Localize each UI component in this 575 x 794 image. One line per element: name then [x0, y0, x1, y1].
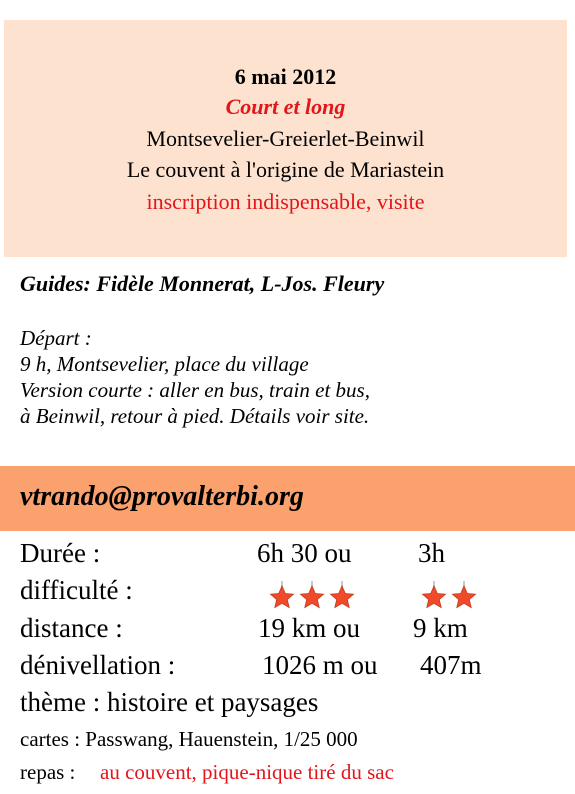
duree-short: 3h [418, 538, 445, 568]
star-icon [420, 581, 448, 611]
event-route: Montsevelier-Greierlet-Beinwil [146, 126, 425, 151]
difficulte-short-stars [420, 581, 478, 613]
star-icon [328, 581, 356, 611]
difficulte-label: difficulté : [20, 575, 133, 605]
denivellation-label: dénivellation : [20, 650, 176, 680]
denivellation-short: 407m [420, 650, 482, 680]
duree-label: Durée : [20, 538, 101, 568]
distance-long: 19 km ou [258, 613, 361, 643]
distance-label: distance : [20, 613, 123, 643]
repas-label: repas : [20, 760, 76, 784]
depart-label: Départ : [20, 326, 92, 350]
depart-block [20, 325, 370, 429]
event-origin: Le couvent à l'origine de Mariastein [126, 157, 445, 182]
denivellation-long: 1026 m ou [262, 650, 378, 680]
event-inscription: inscription indispensable, visite [146, 189, 425, 214]
event-date: 6 mai 2012 [234, 64, 337, 89]
star-icon [268, 581, 296, 611]
difficulte-long-stars [268, 581, 356, 613]
star-icon [450, 581, 478, 611]
depart-line-2: Version courte : aller en bus, train et bus, [20, 378, 370, 403]
distance-short: 9 km [413, 613, 468, 643]
cartes-text: cartes : Passwang, Hauenstein, 1/25 000 [20, 727, 358, 751]
depart-line-3: à Beinwil, retour à pied. Détails voir site. [20, 404, 370, 429]
duree-long: 6h 30 ou [257, 538, 352, 568]
star-icon [298, 581, 326, 611]
guides-line: Guides: Fidèle Monnerat, L-Jos. Fleury [20, 271, 385, 296]
contact-email[interactable]: vtrando@provalterbi.org [20, 481, 304, 512]
depart-line-1: 9 h, Montsevelier, place du village [20, 352, 309, 377]
theme-text: thème : histoire et paysages [20, 687, 319, 717]
repas-value: au couvent, pique-nique tiré du sac [100, 760, 394, 784]
event-subtitle: Court et long [225, 94, 346, 119]
